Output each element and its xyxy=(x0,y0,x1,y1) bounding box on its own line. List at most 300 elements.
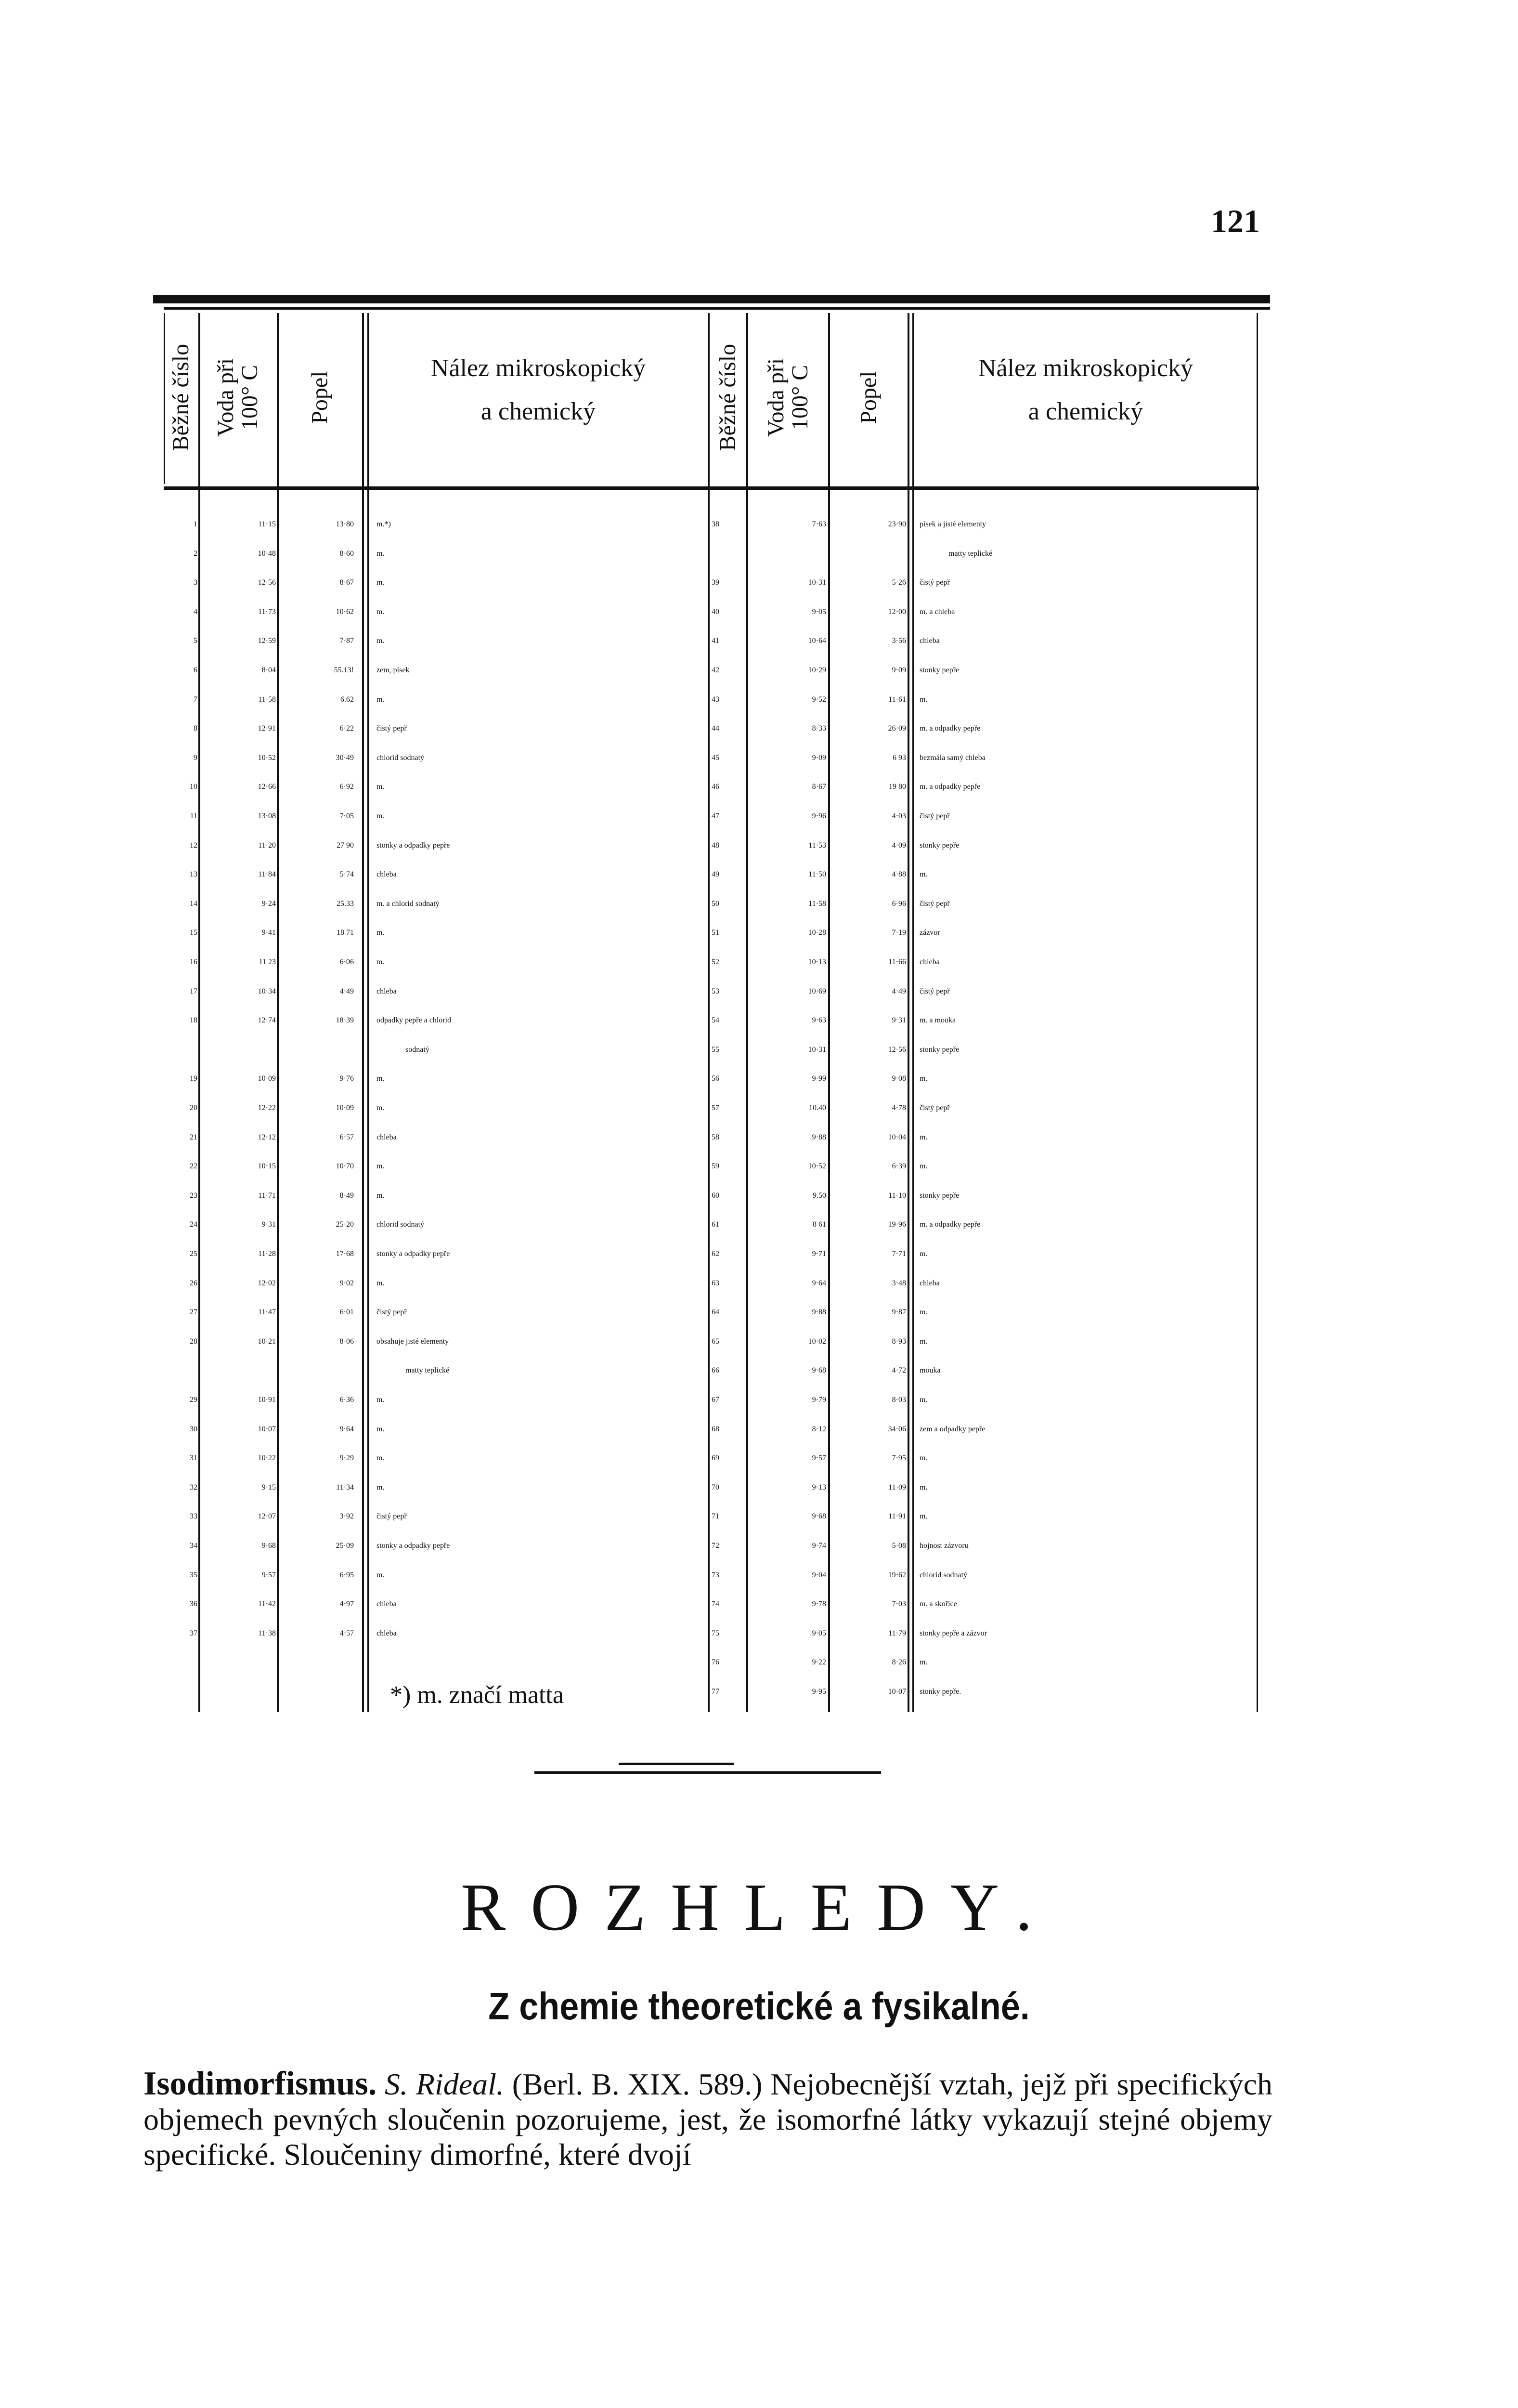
finding-text: m. xyxy=(376,1104,385,1112)
row-number: 3 xyxy=(194,578,197,587)
row-number: 48 xyxy=(712,841,719,850)
ash-value: 7·71 xyxy=(892,1250,906,1258)
finding-text: m. xyxy=(920,1133,928,1141)
water-value: 9.50 xyxy=(813,1191,826,1200)
water-value: 8·67 xyxy=(812,783,826,791)
finding-text: chlorid sodnatý xyxy=(376,1220,425,1229)
header-ash-right: Popel xyxy=(856,371,882,424)
ash-value: 9·09 xyxy=(892,666,906,674)
finding-text: chleba xyxy=(376,1629,397,1637)
ash-value: 4·49 xyxy=(892,987,906,995)
row-number: 51 xyxy=(712,929,719,937)
ash-value: 55.13! xyxy=(334,666,354,674)
finding-text: zem, písek xyxy=(376,666,410,674)
subsection-title: Z chemie theoretické a fysikalné. xyxy=(488,1985,1030,2028)
finding-text: čistý pepř xyxy=(920,578,950,587)
water-value: 12·66 xyxy=(258,783,276,791)
row-number: 77 xyxy=(712,1688,719,1696)
row-number: 14 xyxy=(190,899,197,908)
col-line xyxy=(908,313,909,1712)
water-value: 10·64 xyxy=(808,637,826,645)
row-number: 39 xyxy=(712,578,719,587)
finding-text: stonky pepře xyxy=(920,1045,960,1054)
finding-text: m.*) xyxy=(376,520,391,528)
water-value: 10·07 xyxy=(258,1425,276,1433)
ash-value: 6·92 xyxy=(339,783,354,791)
finding-text: stonky pepře xyxy=(920,666,960,674)
header-finding-right: Nález mikroskopický a chemický xyxy=(978,354,1194,425)
table-footnote: *) m. značí matta xyxy=(390,1681,564,1709)
water-value: 9·63 xyxy=(812,1016,826,1025)
finding-text: m. xyxy=(376,1454,385,1463)
row-number: 1 xyxy=(194,520,197,528)
water-value: 9·52 xyxy=(812,695,826,704)
water-value: 9·74 xyxy=(812,1542,826,1550)
finding-text: m. a mouka xyxy=(920,1016,956,1025)
water-value: 9·22 xyxy=(812,1658,826,1667)
ash-value: 5·08 xyxy=(892,1542,906,1550)
water-value: 9·71 xyxy=(812,1250,826,1258)
finding-text: čistý pepř xyxy=(920,1104,950,1112)
ash-value: 5·74 xyxy=(339,870,354,879)
ash-value: 6 93 xyxy=(893,753,906,762)
row-number: 5 xyxy=(194,637,197,645)
ash-value: 10·09 xyxy=(336,1104,354,1112)
water-value: 10·28 xyxy=(808,929,826,937)
header-finding-left: Nález mikroskopický a chemický xyxy=(430,354,646,425)
ash-value: 8·03 xyxy=(892,1396,906,1404)
water-value: 13·08 xyxy=(258,812,276,820)
ash-value: 11·61 xyxy=(888,695,906,704)
finding-text: m. xyxy=(376,929,385,937)
ash-value: 3·48 xyxy=(892,1279,906,1287)
row-number: 62 xyxy=(712,1250,719,1258)
ash-value: 30·49 xyxy=(336,753,354,762)
ash-value: 4·78 xyxy=(892,1104,906,1112)
row-number: 16 xyxy=(190,958,197,966)
water-value: 9·99 xyxy=(812,1074,826,1083)
water-value: 10·21 xyxy=(258,1337,276,1346)
water-value: 10·02 xyxy=(808,1337,826,1346)
row-number: 72 xyxy=(712,1542,719,1550)
water-value: 10·09 xyxy=(258,1074,276,1083)
water-value: 11·71 xyxy=(258,1191,276,1200)
water-value: 8·33 xyxy=(812,724,826,733)
ash-value: 7·05 xyxy=(339,812,354,820)
finding-text: odpadky pepře a chlorid xyxy=(376,1016,452,1025)
finding-text: m. xyxy=(376,1162,385,1171)
row-number: 74 xyxy=(712,1600,719,1609)
water-value: 10·91 xyxy=(258,1396,276,1404)
ash-value: 7·95 xyxy=(892,1454,906,1463)
row-number: 11 xyxy=(190,812,197,820)
finding-text: m. xyxy=(376,958,385,966)
row-number: 76 xyxy=(712,1658,719,1667)
water-value: 8 61 xyxy=(813,1220,826,1229)
row-number: 35 xyxy=(190,1570,197,1579)
ash-value: 11·79 xyxy=(888,1629,906,1637)
water-value: 7·63 xyxy=(812,520,826,528)
row-number: 43 xyxy=(712,695,719,704)
row-number: 12 xyxy=(190,841,197,850)
ash-value: 9·76 xyxy=(339,1074,354,1083)
ash-value: 6·36 xyxy=(339,1396,354,1404)
finding-text: chleba xyxy=(920,1279,940,1287)
ash-value: 4·09 xyxy=(892,841,906,850)
ash-value: 8·06 xyxy=(339,1337,354,1346)
ash-value: 9·31 xyxy=(892,1016,906,1025)
finding-text: chleba xyxy=(920,637,940,645)
finding-text: bezmála samý chleba xyxy=(920,753,986,762)
ash-value: 8·60 xyxy=(339,549,354,558)
ash-value: 4·57 xyxy=(339,1629,354,1637)
water-value: 9·78 xyxy=(812,1600,826,1609)
ash-value: 18·39 xyxy=(336,1016,354,1025)
ash-value: 7·87 xyxy=(339,637,354,645)
water-value: 9·15 xyxy=(261,1483,276,1492)
row-number: 52 xyxy=(712,958,719,966)
finding-text: hojnost zázvoru xyxy=(920,1542,969,1550)
ash-value: 10·62 xyxy=(336,607,354,616)
header-number-left: Běžné číslo xyxy=(168,343,194,451)
ash-value: 8·49 xyxy=(339,1191,354,1200)
row-number: 33 xyxy=(190,1512,197,1521)
row-number: 32 xyxy=(190,1483,197,1492)
ash-value: 11·10 xyxy=(888,1191,906,1200)
finding-text: m. xyxy=(376,578,385,587)
ash-value: 4·72 xyxy=(892,1366,906,1375)
ash-value: 6·22 xyxy=(339,724,354,733)
finding-text: m. xyxy=(920,1074,928,1083)
finding-text: m. xyxy=(920,870,928,879)
separator-long xyxy=(534,1771,881,1774)
ash-value: 11·34 xyxy=(336,1483,354,1492)
water-value: 10·13 xyxy=(808,958,826,966)
section-title: ROZHLEDY. xyxy=(460,1870,1058,1945)
header-number-right: Běžné číslo xyxy=(715,343,741,451)
finding-text: m. a chleba xyxy=(920,607,955,616)
water-value: 9·13 xyxy=(812,1483,826,1492)
finding-text: m. xyxy=(920,1512,928,1521)
row-number: 73 xyxy=(712,1570,719,1579)
ash-value: 12·56 xyxy=(888,1045,906,1054)
water-value: 10·15 xyxy=(258,1162,276,1171)
finding-text: m. xyxy=(376,1074,385,1083)
row-number: 31 xyxy=(190,1454,197,1463)
ash-value: 5·26 xyxy=(892,578,906,587)
ash-value: 4·03 xyxy=(892,812,906,820)
ash-value: 10·70 xyxy=(336,1162,354,1171)
row-number: 2 xyxy=(194,549,197,558)
row-number: 63 xyxy=(712,1279,719,1287)
finding-text: stonky pepře. xyxy=(920,1688,961,1696)
finding-text: m. xyxy=(376,1483,385,1492)
row-number: 19 xyxy=(190,1074,197,1083)
water-value: 12·56 xyxy=(258,578,276,587)
row-number: 13 xyxy=(190,870,197,879)
ash-value: 8·93 xyxy=(892,1337,906,1346)
row-number: 64 xyxy=(712,1308,719,1317)
finding-text: čistý pepř xyxy=(376,1512,407,1521)
row-number: 70 xyxy=(712,1483,719,1492)
water-value: 11·53 xyxy=(808,841,826,850)
row-number: 38 xyxy=(712,520,719,528)
finding-text: čistý pepř xyxy=(920,899,950,908)
finding-text: stonky a odpadky pepře xyxy=(376,841,450,850)
finding-text: m. xyxy=(920,1396,928,1404)
finding-text-continued: matty teplické xyxy=(405,1366,450,1375)
ash-value: 25·20 xyxy=(336,1220,354,1229)
water-value: 10·22 xyxy=(258,1454,276,1463)
article-lead: Isodimorfismus. xyxy=(143,2065,377,2102)
row-number: 7 xyxy=(194,695,197,704)
row-number: 53 xyxy=(712,987,719,995)
ash-value: 11·91 xyxy=(888,1512,906,1521)
water-value: 9·09 xyxy=(812,753,826,762)
ash-value: 10·07 xyxy=(888,1688,906,1696)
ash-value: 25.33 xyxy=(337,899,354,908)
row-number: 41 xyxy=(712,637,719,645)
row-number: 21 xyxy=(190,1133,197,1141)
row-number: 46 xyxy=(712,783,719,791)
water-value: 10·52 xyxy=(258,753,276,762)
ash-value: 18 71 xyxy=(337,929,354,937)
row-number: 18 xyxy=(190,1016,197,1025)
finding-text: m. xyxy=(376,1570,385,1579)
row-number: 28 xyxy=(190,1337,197,1346)
finding-text: mouka xyxy=(920,1366,941,1375)
row-number: 29 xyxy=(190,1396,197,1404)
row-number: 34 xyxy=(190,1542,197,1550)
row-number: 54 xyxy=(712,1016,719,1025)
row-number: 27 xyxy=(190,1308,197,1317)
finding-text: m. xyxy=(376,695,385,704)
header-water-right: Voda při 100° C xyxy=(763,358,813,437)
water-value: 11·42 xyxy=(258,1600,276,1609)
ash-value: 6·95 xyxy=(339,1570,354,1579)
ash-value: 6·57 xyxy=(339,1133,354,1141)
water-value: 11·38 xyxy=(258,1629,276,1637)
ash-value: 11·66 xyxy=(888,958,906,966)
finding-text: m. xyxy=(376,607,385,616)
finding-text: m. xyxy=(376,1396,385,1404)
row-number: 49 xyxy=(712,870,719,879)
article-paragraph xyxy=(143,2066,1272,2172)
row-number: 42 xyxy=(712,666,719,674)
finding-text: chleba xyxy=(376,987,397,995)
ash-value: 9·64 xyxy=(339,1425,354,1433)
article-author: S. Rideal. xyxy=(385,2067,504,2101)
water-value: 12·74 xyxy=(258,1016,276,1025)
finding-text: m. a skořice xyxy=(920,1600,957,1609)
water-value: 10·69 xyxy=(808,987,826,995)
ash-value: 6·39 xyxy=(892,1162,906,1171)
ash-value: 27 90 xyxy=(337,841,354,850)
water-value: 11·20 xyxy=(258,841,276,850)
water-value: 12·91 xyxy=(258,724,276,733)
row-number: 71 xyxy=(712,1512,719,1521)
row-number: 68 xyxy=(712,1425,719,1433)
water-value: 8·04 xyxy=(261,666,276,674)
water-value: 12·07 xyxy=(258,1512,276,1521)
ash-value: 6.62 xyxy=(340,695,354,704)
water-value: 12·02 xyxy=(258,1279,276,1287)
row-number: 66 xyxy=(712,1366,719,1375)
water-value: 11·15 xyxy=(258,520,276,528)
row-number: 6 xyxy=(194,666,197,674)
water-value: 11·28 xyxy=(258,1250,276,1258)
header-ash-left: Popel xyxy=(307,371,333,424)
row-number: 23 xyxy=(190,1191,197,1200)
finding-text: m. xyxy=(920,1162,928,1171)
water-value: 9·05 xyxy=(812,607,826,616)
ash-value: 3·92 xyxy=(339,1512,354,1521)
ash-value: 34·06 xyxy=(888,1425,906,1433)
finding-text: m. xyxy=(920,695,928,704)
water-value: 9·41 xyxy=(261,929,276,937)
row-number: 45 xyxy=(712,753,719,762)
water-value: 9·68 xyxy=(261,1542,276,1550)
water-value: 9·88 xyxy=(812,1133,826,1141)
ash-value: 17·68 xyxy=(336,1250,354,1258)
water-value: 12·22 xyxy=(258,1104,276,1112)
row-number: 44 xyxy=(712,724,719,733)
finding-text-continued: sodnatý xyxy=(405,1045,429,1054)
ash-value: 4·88 xyxy=(892,870,906,879)
water-value: 10·31 xyxy=(808,1045,826,1054)
finding-text: m. xyxy=(376,783,385,791)
separator-short xyxy=(619,1763,734,1765)
row-number: 20 xyxy=(190,1104,197,1112)
row-number: 36 xyxy=(190,1600,197,1609)
row-number: 50 xyxy=(712,899,719,908)
water-value: 9·96 xyxy=(812,812,826,820)
finding-text: chleba xyxy=(376,1600,397,1609)
water-value: 12·59 xyxy=(258,637,276,645)
row-number: 61 xyxy=(712,1220,719,1229)
water-value: 9·57 xyxy=(261,1570,276,1579)
row-number: 9 xyxy=(194,753,197,762)
ash-value: 6·06 xyxy=(339,958,354,966)
ash-value: 23·90 xyxy=(888,520,906,528)
col-line xyxy=(1257,313,1258,1712)
water-value: 9·64 xyxy=(812,1279,826,1287)
row-number: 67 xyxy=(712,1396,719,1404)
finding-text: m. xyxy=(376,637,385,645)
row-number: 4 xyxy=(194,607,197,616)
finding-text: stonky a odpadky pepře xyxy=(376,1250,450,1258)
water-value: 11·84 xyxy=(258,870,276,879)
table-top-rule xyxy=(153,295,1270,303)
finding-text: m. xyxy=(376,812,385,820)
finding-text: m. xyxy=(920,1483,928,1492)
finding-text: čistý pepř xyxy=(920,987,950,995)
finding-text: čistý pepř xyxy=(376,724,407,733)
water-value: 9·95 xyxy=(812,1688,826,1696)
ash-value: 4·97 xyxy=(339,1600,354,1609)
water-value: 12·12 xyxy=(258,1133,276,1141)
finding-text: písek a jisté elementy xyxy=(920,520,986,528)
ash-value: 8·26 xyxy=(892,1658,906,1667)
row-number: 58 xyxy=(712,1133,719,1141)
water-value: 9·57 xyxy=(812,1454,826,1463)
col-line xyxy=(708,313,710,1712)
water-value: 10·34 xyxy=(258,987,276,995)
row-number: 22 xyxy=(190,1162,197,1171)
finding-text: chlorid sodnatý xyxy=(376,753,425,762)
finding-text: stonky pepře xyxy=(920,1191,960,1200)
water-value: 9·88 xyxy=(812,1308,826,1317)
ash-value: 12·00 xyxy=(888,607,906,616)
row-number: 10 xyxy=(190,783,197,791)
header-water-left: Voda při 100° C xyxy=(213,358,263,437)
finding-text: m. xyxy=(920,1658,928,1667)
water-value: 11·58 xyxy=(808,899,826,908)
row-number: 57 xyxy=(712,1104,719,1112)
water-value: 11·58 xyxy=(258,695,276,704)
row-number: 24 xyxy=(190,1220,197,1229)
ash-value: 6·01 xyxy=(339,1308,354,1317)
water-value: 10.40 xyxy=(809,1104,826,1112)
ash-value: 19·62 xyxy=(888,1570,906,1579)
row-number: 8 xyxy=(194,724,197,733)
finding-text: m. xyxy=(376,1191,385,1200)
row-number: 60 xyxy=(712,1191,719,1200)
row-number: 56 xyxy=(712,1074,719,1083)
water-value: 10·52 xyxy=(808,1162,826,1171)
water-value: 10·29 xyxy=(808,666,826,674)
finding-text: m. a odpadky pepře xyxy=(920,783,981,791)
water-value: 9·04 xyxy=(812,1570,826,1579)
water-value: 9·05 xyxy=(812,1629,826,1637)
ash-value: 19·96 xyxy=(888,1220,906,1229)
water-value: 11 23 xyxy=(259,958,276,966)
finding-text: chlorid sodnatý xyxy=(920,1570,968,1579)
ash-value: 19 80 xyxy=(889,783,906,791)
ash-value: 9·02 xyxy=(339,1279,354,1287)
finding-text: m. a odpadky pepře xyxy=(920,1220,981,1229)
ash-value: 4·49 xyxy=(339,987,354,995)
table-top-rule-thin xyxy=(164,307,1270,310)
finding-text: m. xyxy=(376,1279,385,1287)
water-value: 10·31 xyxy=(808,578,826,587)
finding-text: zázvor xyxy=(920,929,940,937)
ash-value: 11·09 xyxy=(888,1483,906,1492)
row-number: 65 xyxy=(712,1337,719,1346)
ash-value: 9·87 xyxy=(892,1308,906,1317)
finding-text: m. xyxy=(920,1454,928,1463)
finding-text: zem a odpadky pepře xyxy=(920,1425,986,1433)
row-number: 47 xyxy=(712,812,719,820)
col-line xyxy=(367,313,369,1712)
water-value: 8·12 xyxy=(812,1425,826,1433)
ash-value: 9·29 xyxy=(339,1454,354,1463)
finding-text: chleba xyxy=(920,958,940,966)
water-value: 11·47 xyxy=(258,1308,276,1317)
finding-text: m. a chlorid sodnatý xyxy=(376,899,440,908)
finding-text: m. xyxy=(920,1250,928,1258)
water-value: 10·48 xyxy=(258,549,276,558)
finding-text: m. a odpadky pepře xyxy=(920,724,981,733)
row-number: 59 xyxy=(712,1162,719,1171)
row-number: 15 xyxy=(190,929,197,937)
row-number: 40 xyxy=(712,607,719,616)
row-number: 37 xyxy=(190,1629,197,1637)
ash-value: 13·80 xyxy=(336,520,354,528)
finding-text: m. xyxy=(920,1308,928,1317)
ash-value: 7·03 xyxy=(892,1600,906,1609)
finding-text: čistý pepř xyxy=(920,812,950,820)
